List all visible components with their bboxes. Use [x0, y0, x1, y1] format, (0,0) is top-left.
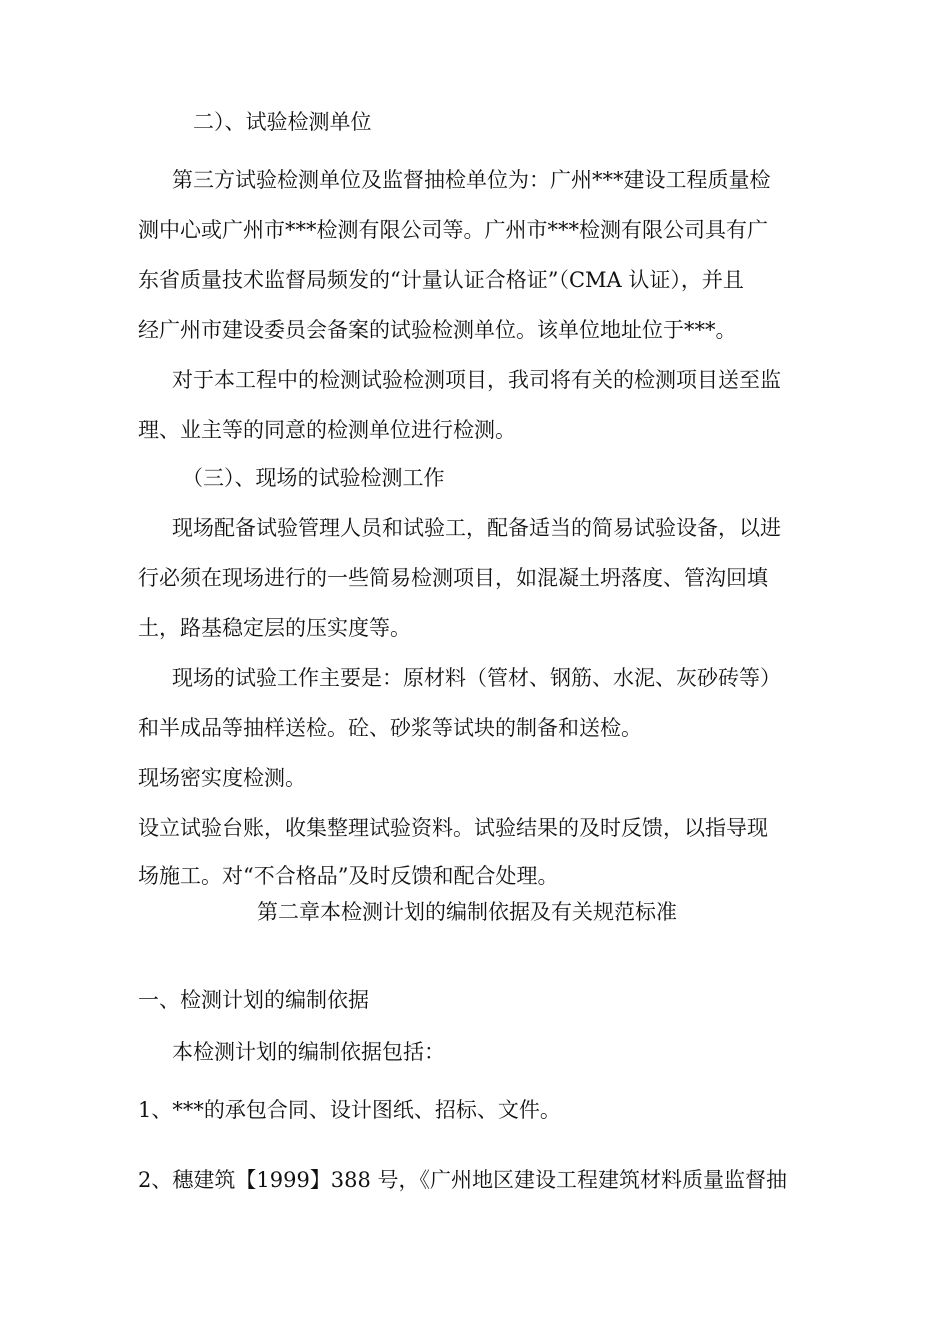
paragraph-line: 对于本工程中的检测试验检测项目，我司将有关的检测项目送至监	[172, 368, 781, 392]
paragraph-line: 经广州市建设委员会备案的试验检测单位。该单位地址位于***。	[138, 318, 737, 342]
paragraph-line: 现场的试验工作主要是：原材料（管材、钢筋、水泥、灰砂砖等）	[172, 666, 781, 690]
paragraph-line: 第三方试验检测单位及监督抽检单位为：广州***建设工程质量检	[172, 168, 771, 192]
paragraph-line: 和半成品等抽样送检。砼、砂浆等试块的制备和送检。	[138, 716, 642, 740]
section-heading-2: 二）、试验检测单位	[193, 110, 372, 134]
paragraph-line: 行必须在现场进行的一些简易检测项目，如混凝土坍落度、管沟回填	[138, 566, 768, 590]
paragraph-line: 土，路基稳定层的压实度等。	[138, 616, 411, 640]
paragraph-basis-intro: 本检测计划的编制依据包括：	[172, 1040, 445, 1064]
paragraph-line: 场施工。对“不合格品”及时反馈和配合处理。	[138, 864, 559, 888]
paragraph-density-test: 现场密实度检测。	[138, 766, 306, 790]
paragraph-line: 东省质量技术监督局频发的“计量认证合格证”（CMA 认证），并且	[138, 268, 744, 292]
paragraph-line: 设立试验台账，收集整理试验资料。试验结果的及时反馈，以指导现	[138, 816, 768, 840]
paragraph-line: 现场配备试验管理人员和试验工，配备适当的简易试验设备，以进	[172, 516, 781, 540]
list-item: 2、穗建筑【1999】388 号，《广州地区建设工程建筑材料质量监督抽	[138, 1168, 788, 1192]
chapter-title: 第二章本检测计划的编制依据及有关规范标准	[257, 900, 677, 924]
section-heading-1: 一、检测计划的编制依据	[138, 988, 369, 1012]
paragraph-line: 测中心或广州市***检测有限公司等。广州市***检测有限公司具有广	[138, 218, 768, 242]
section-heading-3: （三）、现场的试验检测工作	[182, 466, 445, 490]
paragraph-line: 理、业主等的同意的检测单位进行检测。	[138, 418, 516, 442]
list-item: 1、***的承包合同、设计图纸、招标、文件。	[138, 1098, 561, 1122]
